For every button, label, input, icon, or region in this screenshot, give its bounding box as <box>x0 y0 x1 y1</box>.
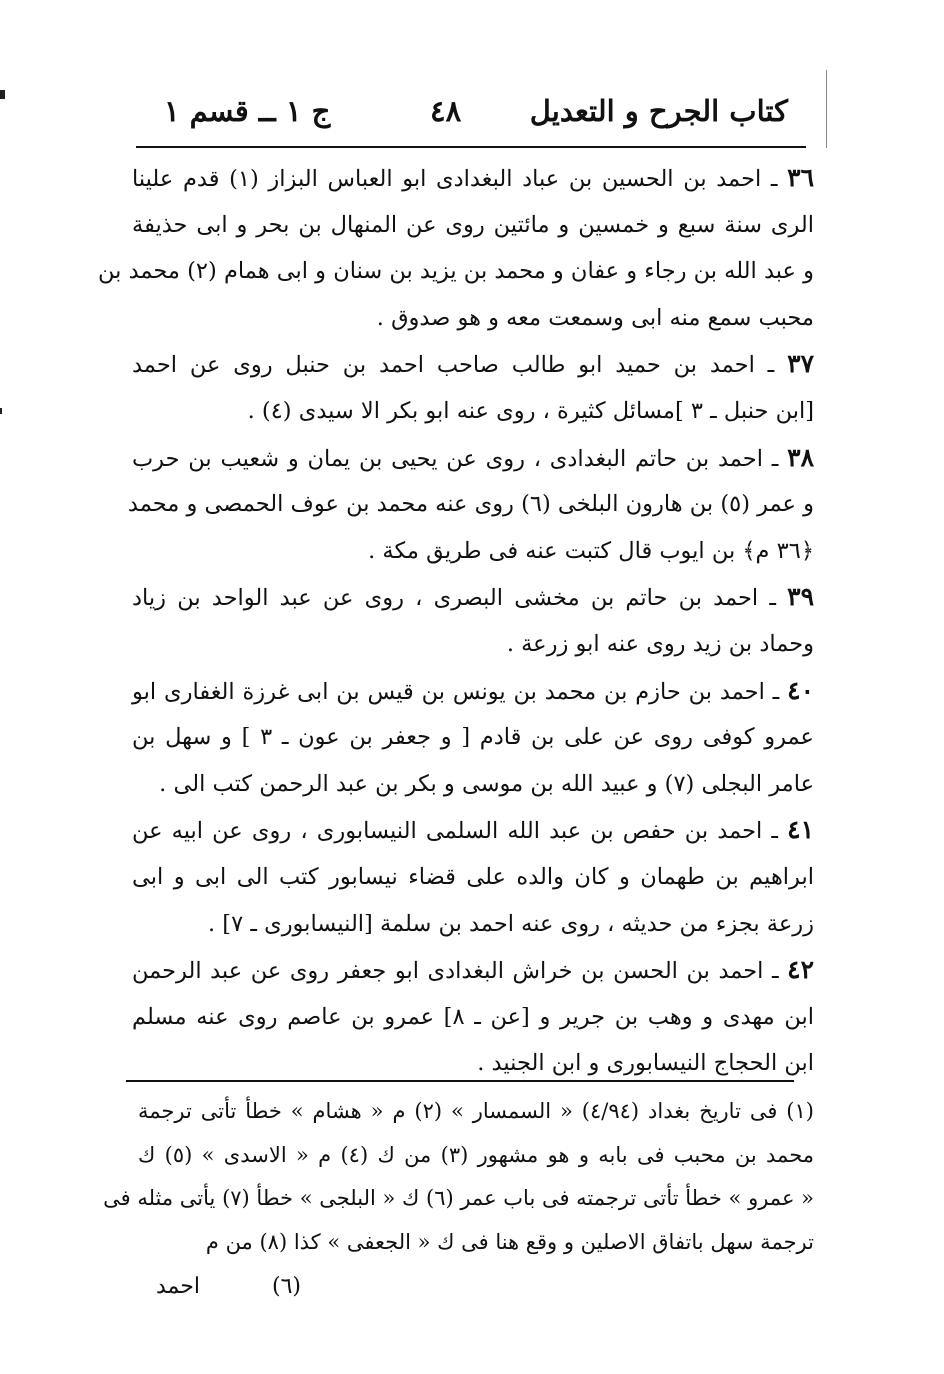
entry-line <box>132 435 814 482</box>
volume-label: ج ١ ــ قسم ١ <box>164 94 331 128</box>
entry-number: ٣٩ <box>787 582 814 612</box>
entry-line: زرعة بجزء من حديثه ، روى عنه احمد بن سلمة [النيسابورى ـ ٧] . <box>208 910 814 937</box>
footnotes <box>103 1090 815 1264</box>
entry-line <box>132 668 814 715</box>
entry <box>98 155 814 341</box>
entry-line: عامر البجلى (٧) و عبيد الله بن موسى و بكر بن عبد الرحمن كتب الى . <box>159 770 814 797</box>
catchword: احمد <box>156 1274 200 1299</box>
footnote-line: ترجمة سهل باتفاق الاصلين و وقع هنا فى ك « الجعفى » كذا (٨) من م <box>205 1229 814 1254</box>
entry-line <box>132 341 814 388</box>
left-edge-mark <box>0 90 5 99</box>
right-margin-line <box>826 70 827 148</box>
entry-line: عمرو كوفى روى عن على بن قادم [ و جعفر بن عون ـ ٣ ] و سهل بن <box>132 724 814 751</box>
entry-number: ٤١ <box>787 815 814 845</box>
entry-line: ﴿٣٦ م﴾ بن ايوب قال كتبت عنه فى طريق مكة . <box>368 537 814 564</box>
page-number: ٤٨ <box>430 94 462 128</box>
entry-line: محبب سمع منه ابى وسمعت معه و هو صدوق . <box>376 304 814 331</box>
entry-text: ـ احمد بن حميد ابو طالب صاحب احمد بن حنبل روى عن احمد <box>132 352 775 379</box>
entry-number: ٤٠ <box>787 675 814 705</box>
entry-line <box>132 574 814 621</box>
entry <box>132 341 814 434</box>
entry-text: ـ احمد بن حفص بن عبد الله السلمى النيسابورى ، روى عن ابيه عن <box>132 818 778 845</box>
entry-line: وحماد بن زيد روى عنه ابو زرعة . <box>506 630 814 657</box>
entry-text: ـ احمد بن الحسن بن خراش البغدادى ابو جعفر روى عن عبد الرحمن <box>132 958 779 985</box>
entry-line <box>132 155 814 202</box>
book-title: كتاب الجرح و التعديل <box>529 94 788 128</box>
biography-entries <box>98 155 814 1087</box>
entry <box>132 807 814 947</box>
entry-number: ٤٢ <box>787 955 814 985</box>
left-edge-tick <box>0 408 2 414</box>
entry-line: و عبد الله بن رجاء و عفان و محمد بن يزيد بن سنان و ابى همام (٢) محمد بن <box>98 258 814 285</box>
entry-line: ابن الحجاج النيسابورى و ابن الجنيد . <box>477 1050 814 1077</box>
entry-number: ٣٨ <box>787 442 814 472</box>
entry-text: ـ احمد بن الحسين بن عباد البغدادى ابو العباس البزاز (١) قدم علينا <box>132 166 778 192</box>
entry <box>127 435 814 575</box>
entry-line <box>132 807 814 854</box>
entry-line: [ابن حنبل ـ ٣ ]مسائل كثيرة ، روى عنه ابو بكر الا سيدى (٤) . <box>247 397 814 424</box>
entry <box>132 668 814 808</box>
entry-text: ـ احمد بن حاتم البغدادى ، روى عن يحيى بن يمان و شعيب بن حرب <box>132 445 779 472</box>
entry-text: ـ احمد بن حاتم بن مخشى البصرى ، روى عن عبد الواحد بن زياد <box>132 585 776 612</box>
footnote-line: محمد بن محبب فى بابه و هو مشهور (٣) من ك (٤) م « الاسدى » (٥) ك <box>138 1142 815 1167</box>
entry-line <box>132 947 814 994</box>
entry-line: الرى سنة سبع و خمسين و مائتين روى عن المنهال بن بحر و ابى حذيفة <box>132 211 814 238</box>
entry-line: ابن مهدى و وهب بن جرير و [عن ـ ٨] عمرو بن عاصم روى عنه مسلم <box>132 1003 814 1030</box>
entry-number: ٣٦ <box>787 163 814 192</box>
entry-line: ابراهيم بن طهمان و كان والده على قضاء نيسابور كتب الى ابى و ابى <box>132 863 814 890</box>
entry-number: ٣٧ <box>787 349 814 379</box>
entry-text: ـ احمد بن حازم بن محمد بن يونس بن قيس بن ابى غرزة الغفارى ابو <box>132 678 780 705</box>
footnote-line: (١) فى تاريخ بغداد (٤/٩٤) « السمسار » (٢) م « هشام » خطأ تأتى ترجمة <box>138 1099 814 1123</box>
entry-line: و عمر (٥) بن هارون البلخى (٦) روى عنه محمد بن عوف الحمصى و محمد <box>127 491 814 518</box>
header-rule <box>136 146 806 148</box>
footnote-line: « عمرو » خطأ تأتى ترجمته فى باب عمر (٦) ك « البلجى » خطأ (٧) يأتى مثله فى <box>103 1186 814 1210</box>
sheet-number: (٦) <box>272 1274 302 1299</box>
entry <box>132 947 814 1087</box>
entry <box>132 574 814 667</box>
footnote-rule <box>126 1080 794 1082</box>
page-header <box>138 92 798 138</box>
